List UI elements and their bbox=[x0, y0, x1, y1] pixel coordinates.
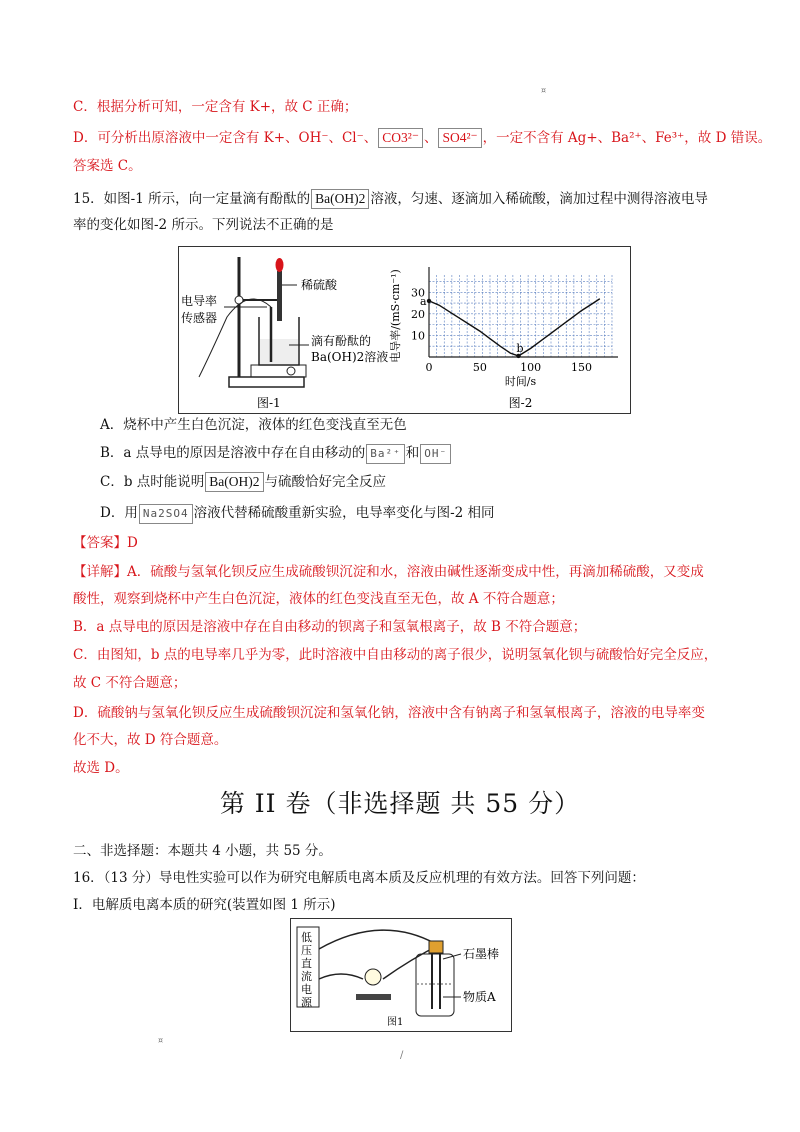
label-sensor-1: 电导率 bbox=[181, 294, 218, 308]
power-char-2: 压 bbox=[301, 944, 312, 957]
detail-line-3: B．a 点导电的原因是溶液中存在自由移动的钡离子和氢氧根离子，故 B 不符合题意； bbox=[73, 619, 587, 635]
oh-ion: OH⁻ bbox=[420, 444, 451, 464]
option-b: B．a 点导电的原因是溶液中存在自由移动的 Ba²⁺ 和 OH⁻ bbox=[100, 443, 452, 464]
q16-figure-svg bbox=[291, 919, 511, 1031]
solution bbox=[260, 339, 298, 364]
y-tick-label: 30 bbox=[411, 286, 425, 300]
point-a bbox=[427, 299, 431, 303]
detail-line-8: 故选 D。 bbox=[73, 760, 129, 776]
answer-label: 【答案】D bbox=[73, 535, 138, 551]
so4-formula: SO4²⁻ bbox=[438, 128, 481, 148]
x-tick-label: 0 bbox=[425, 361, 433, 374]
detail-line-5: 故 C 不符合题意； bbox=[73, 675, 187, 691]
detail-line-4: C．由图知，b 点的电导率几乎为零，此时溶液中自由移动的离子很少，说明氢氧化钡与硫酸恰好完全反应， bbox=[73, 647, 718, 663]
bulb-base bbox=[356, 994, 391, 1000]
cell-jar bbox=[416, 954, 454, 1016]
wire-1 bbox=[319, 930, 436, 949]
y-tick-label: 10 bbox=[411, 329, 425, 343]
stirrer bbox=[251, 365, 306, 377]
label-acid: 稀硫酸 bbox=[301, 278, 338, 292]
fig2-caption: 图-2 bbox=[508, 396, 533, 410]
option-c: C．b 点时能说明 Ba(OH)2 与硫酸恰好完全反应 bbox=[100, 474, 387, 490]
q15-stem: 15．如图-1 所示，向一定量滴有酚酞的 Ba(OH)2 溶液，匀速、逐滴加入稀硫酸，滴加过程中测得溶液电导 bbox=[73, 191, 708, 207]
label-graphite: 石墨棒 bbox=[463, 947, 500, 961]
label-substance: 物质A bbox=[463, 990, 496, 1004]
fig1-caption: 图-1 bbox=[257, 396, 281, 410]
conductivity-chart bbox=[388, 267, 618, 410]
q15-figure bbox=[178, 246, 631, 414]
point-label-a: a bbox=[420, 294, 427, 308]
na2so4-formula: Na2SO4 bbox=[139, 504, 193, 524]
stand-base bbox=[229, 377, 304, 387]
y-axis-label: 电导率/(mS·cm⁻¹) bbox=[389, 269, 402, 363]
bottom-mark: ¤ bbox=[158, 1036, 164, 1045]
dropper-bulb bbox=[276, 258, 284, 272]
x-tick-label: 50 bbox=[472, 361, 487, 374]
q16-part-i: I．电解质电离本质的研究(装置如图 1 所示) bbox=[73, 897, 336, 913]
section-title: 第 II 卷（非选择题 共 55 分） bbox=[219, 789, 581, 818]
x-tick-label: 150 bbox=[571, 361, 592, 374]
baoh2-formula: Ba(OH)2 bbox=[311, 189, 369, 209]
prev-option-d: D．可分析出原溶液中一定含有 K+、OH⁻、Cl⁻、 CO3²⁻ 、 SO4²⁻ ，一定不含有 Ag+、Ba²⁺、Fe³⁺，故 D 错误。 bbox=[73, 130, 772, 146]
fig-b-caption: 图1 bbox=[387, 1017, 404, 1028]
power-char-4: 流 bbox=[301, 970, 312, 983]
q15-figure-svg bbox=[179, 247, 630, 413]
detail-line-1: 【详解】A．硫酸与氢氧化钡反应生成硫酸钡沉淀和水，溶液由碱性逐渐变成中性，再滴加稀硫酸，又变成 bbox=[73, 564, 704, 580]
top-mark: ¤ bbox=[541, 86, 547, 95]
power-char-1: 低 bbox=[301, 931, 312, 944]
prev-answer: 答案选 C。 bbox=[73, 158, 142, 174]
detail-line-6: D．硫酸钠与氢氧化钡反应生成硫酸钡沉淀和氢氧化钠，溶液中含有钠离子和氢氧根离子，溶液的电导率变 bbox=[73, 705, 705, 721]
point-label-b: b bbox=[516, 341, 524, 355]
series-line bbox=[429, 299, 600, 356]
y-tick-label: 20 bbox=[411, 307, 425, 321]
baoh2-formula-c: Ba(OH)2 bbox=[205, 472, 263, 492]
option-a: A．烧杯中产生白色沉淀，液体的红色变浅直至无色 bbox=[100, 417, 407, 433]
prev-option-c: C．根据分析可知，一定含有 K+，故 C 正确； bbox=[73, 99, 358, 115]
x-tick-label: 100 bbox=[520, 361, 542, 374]
option-d: D．用 Na2SO4 溶液代替稀硫酸重新实验，电导率变化与图-2 相同 bbox=[100, 503, 495, 524]
wire-2 bbox=[319, 974, 363, 979]
power-char-5: 电 bbox=[301, 983, 312, 996]
label-sensor-2: 传感器 bbox=[181, 311, 218, 325]
co3-formula: CO3²⁻ bbox=[378, 128, 423, 148]
q16-stem: 16．（13 分）导电性实验可以作为研究电解质电离本质及反应机理的有效方法。回答下列问题： bbox=[73, 870, 645, 886]
bulb-icon bbox=[365, 969, 381, 985]
ba-ion: Ba²⁺ bbox=[366, 444, 405, 464]
q15-stem-2: 率的变化如图-2 所示。下列说法不正确的是 bbox=[73, 217, 334, 233]
detail-line-2: 酸性，观察到烧杯中产生白色沉淀，液体的红色变浅直至无色，故 A 不符合题意； bbox=[73, 591, 564, 607]
dropper bbox=[277, 271, 282, 321]
stirrer-knob bbox=[287, 367, 295, 375]
label-solution-2: Ba(OH)2溶液 bbox=[311, 350, 389, 364]
detail-line-7: 化不大，故 D 符合题意。 bbox=[73, 732, 228, 748]
section-intro: 二、非选择题：本题共 4 小题，共 55 分。 bbox=[73, 843, 332, 859]
q16-figure bbox=[290, 918, 512, 1032]
label-solution-1: 滴有酚酞的 bbox=[311, 334, 372, 348]
cell-cap bbox=[429, 941, 443, 953]
x-axis-label: 时间/s bbox=[504, 375, 537, 388]
power-char-6: 源 bbox=[301, 996, 312, 1009]
page-number: / bbox=[400, 1050, 404, 1061]
power-char-3: 直 bbox=[301, 957, 312, 970]
